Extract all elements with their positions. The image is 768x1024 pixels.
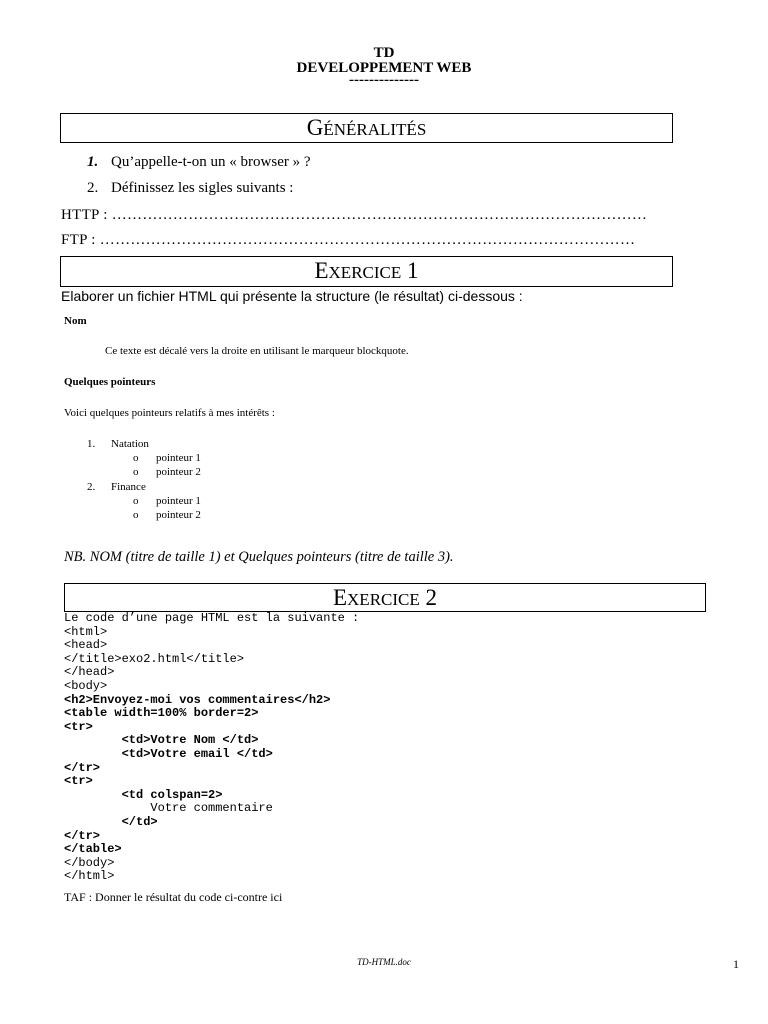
code-line: </table> [64, 842, 122, 857]
list-item-number: 2. [87, 480, 96, 493]
question-2 [87, 180, 293, 197]
list-item [87, 437, 201, 451]
sub-list-item [87, 508, 201, 522]
bullet-icon: o [133, 466, 139, 479]
sub-list-item-label: pointeur 2 [156, 466, 201, 479]
question-1 [87, 154, 311, 171]
code-line: <table width=100% border=2> [64, 706, 259, 721]
code-line: <td>Votre Nom </td> [64, 733, 259, 748]
sub-list-item-label: pointeur 1 [156, 494, 201, 507]
question-2-text: Définissez les sigles suivants : [111, 180, 294, 196]
list-item-label: Finance [111, 480, 146, 493]
heading-initial: E [314, 258, 329, 283]
heading-rest: XERCICE [328, 263, 402, 282]
bullet-icon: o [133, 494, 139, 507]
sample-ordered-list [87, 437, 201, 522]
ftp-label: FTP : [61, 232, 100, 248]
exercice1-note: NB. NOM (titre de taille 1) et Quelques pointeurs (titre de taille 3). [64, 549, 454, 565]
sub-list-item-label: pointeur 2 [156, 509, 201, 522]
question-1-text: Qu’appelle-t-on un « browser » ? [111, 154, 311, 170]
code-line: Le code d’une page HTML est la suivante : [64, 611, 360, 625]
question-1-number: 1. [87, 154, 99, 170]
footer-filename: TD-HTML.doc [357, 957, 411, 967]
code-line: Votre commentaire [64, 801, 273, 816]
code-line: <td colspan=2> [64, 787, 223, 802]
doc-title-td: TD [373, 45, 395, 61]
heading-number: 2 [419, 585, 438, 610]
heading-rest: XERCICE [347, 590, 420, 609]
bullet-icon: o [133, 509, 139, 522]
code-block [64, 612, 359, 884]
code-line: <head> [64, 638, 108, 653]
exercice1-intro: Elaborer un fichier HTML qui présente la structure (le résultat) ci-dessous : [61, 288, 523, 304]
code-line: <body> [64, 678, 108, 693]
section-generalites-heading [60, 113, 673, 143]
bullet-icon: o [133, 452, 139, 465]
list-item-number: 1. [87, 438, 96, 450]
sample-heading-pointeurs: Quelques pointeurs [64, 376, 156, 388]
code-line: </title>exo2.html</title> [64, 651, 245, 666]
http-label: HTTP : [61, 207, 112, 223]
section-exercice2-heading [64, 583, 706, 612]
doc-title-course: DEVELOPPEMENT WEB [296, 60, 472, 76]
doc-title-rule: -------------- [349, 72, 419, 88]
question-2-number: 2. [87, 180, 99, 196]
list-item [87, 480, 201, 494]
code-line: </html> [64, 869, 115, 884]
sub-list-item [87, 494, 201, 508]
code-line: <td>Votre email </td> [64, 746, 273, 761]
code-line: <html> [64, 624, 108, 639]
code-line: </tr> [64, 760, 101, 775]
http-dots: …………………………………………………………………………………………… [111, 207, 648, 223]
heading-initial: G [306, 115, 324, 140]
sample-heading-nom: Nom [64, 315, 87, 327]
ftp-dots: …………………………………………………………………………………………… [99, 232, 636, 248]
heading-initial: E [332, 585, 348, 610]
sub-list-item [87, 451, 201, 465]
code-line: <tr> [64, 774, 93, 789]
sub-list-item-label: pointeur 1 [156, 452, 201, 465]
list-item-label: Natation [111, 438, 149, 450]
heading-number: 1 [401, 258, 419, 283]
section-exercice1-heading [60, 256, 673, 287]
code-line: </body> [64, 855, 115, 870]
code-line: </tr> [64, 828, 101, 843]
sample-blockquote: Ce texte est décalé vers la droite en utilisant le marqueur blockquote. [105, 345, 409, 357]
page-number: 1 [733, 957, 739, 971]
sub-list-item [87, 465, 201, 479]
taf-instruction: TAF : Donner le résultat du code ci-contre ici [64, 890, 283, 904]
ftp-answer-line [61, 232, 651, 249]
heading-rest: ÉNÉRALITÉS [323, 120, 427, 139]
http-answer-line [61, 207, 661, 224]
code-line: <h2>Envoyez-moi vos commentaires</h2> [64, 692, 331, 707]
code-line: <tr> [64, 719, 93, 734]
sample-paragraph: Voici quelques pointeurs relatifs à mes intérêts : [64, 407, 275, 419]
code-line: </td> [64, 814, 158, 829]
code-line: </head> [64, 665, 115, 680]
